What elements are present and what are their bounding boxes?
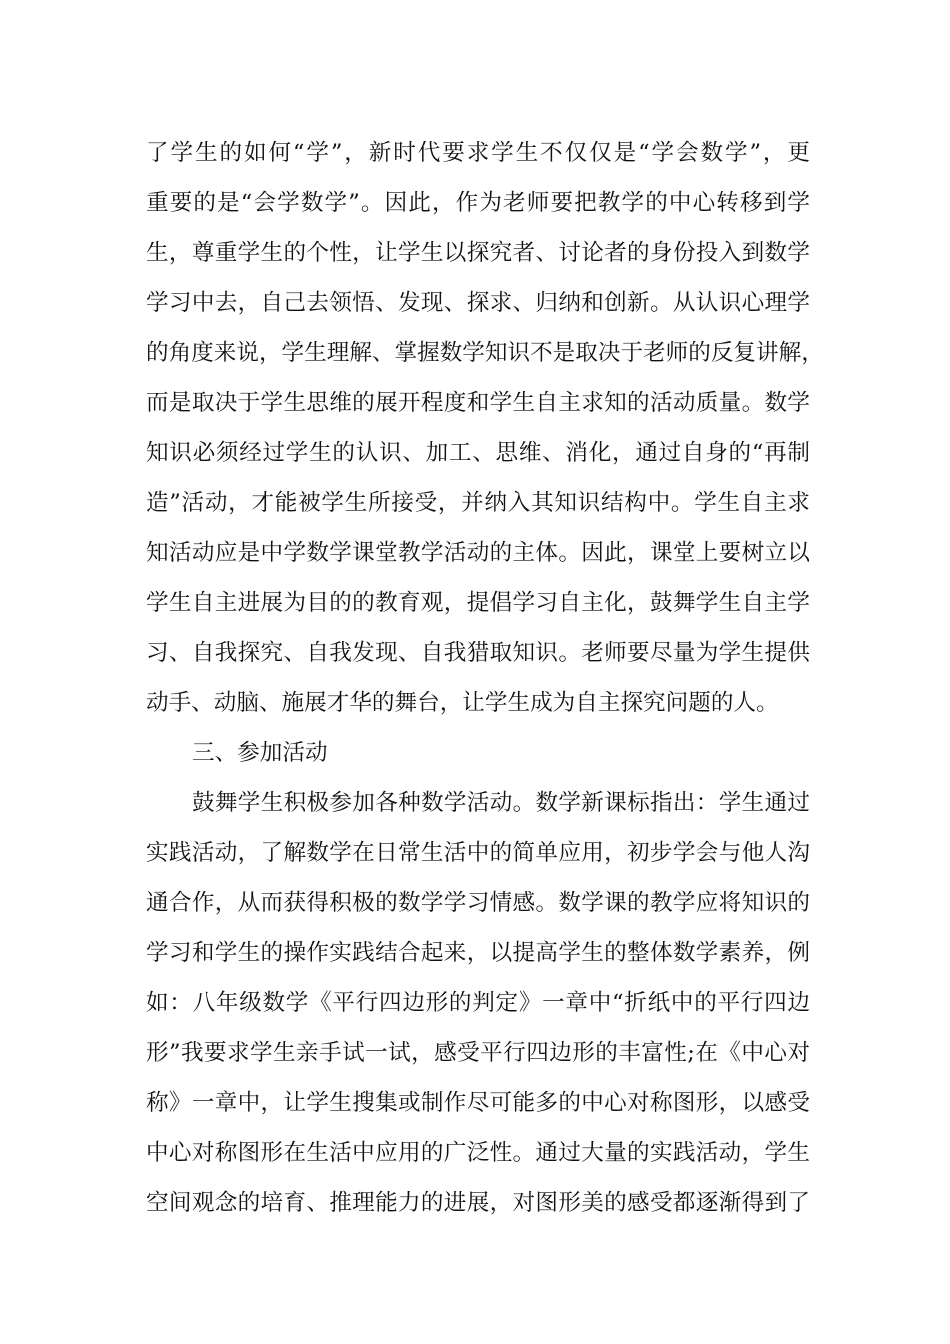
text-line: 鼓舞学生积极参加各种数学活动。数学新课标指出：学生通过 xyxy=(192,790,810,816)
text-line: 重要的是“会学数学”。因此，作为老师要把教学的中心转移到学 xyxy=(146,190,810,216)
text-line: 动手、动脑、施展才华的舞台，让学生成为自主探究问题的人。 xyxy=(146,690,779,716)
text-line: 生，尊重学生的个性，让学生以探究者、讨论者的身份投入到数学 xyxy=(146,240,810,266)
text-line: 造”活动，才能被学生所接受，并纳入其知识结构中。学生自主求 xyxy=(146,490,810,516)
text-line: 中心对称图形在生活中应用的广泛性。通过大量的实践活动，学生 xyxy=(146,1140,810,1166)
text-line: 知活动应是中学数学课堂教学活动的主体。因此，课堂上要树立以 xyxy=(146,540,810,566)
text-line: 通合作，从而获得积极的数学学习情感。数学课的教学应将知识的 xyxy=(146,890,810,916)
text-line: 知识必须经过学生的认识、加工、思维、消化，通过自身的“再制 xyxy=(146,440,810,466)
text-line: 习、自我探究、自我发现、自我猎取知识。老师要尽量为学生提供 xyxy=(146,640,810,666)
text-line: 如：八年级数学《平行四边形的判定》一章中“折纸中的平行四边 xyxy=(146,990,810,1016)
text-line: 形”我要求学生亲手试一试，感受平行四边形的丰富性;在《中心对 xyxy=(146,1040,810,1066)
text-line: 学生自主进展为目的的教育观，提倡学习自主化，鼓舞学生自主学 xyxy=(146,590,810,616)
text-line: 而是取决于学生思维的展开程度和学生自主求知的活动质量。数学 xyxy=(146,390,810,416)
text-line: 学习中去，自己去领悟、发现、探求、归纳和创新。从认识心理学 xyxy=(146,290,810,316)
text-line: 了学生的如何“学”，新时代要求学生不仅仅是“学会数学”，更 xyxy=(146,140,810,166)
text-line: 实践活动，了解数学在日常生活中的简单应用，初步学会与他人沟 xyxy=(146,840,810,866)
text-line: 学习和学生的操作实践结合起来，以提高学生的整体数学素养，例 xyxy=(146,940,810,966)
text-line: 空间观念的培育、推理能力的进展，对图形美的感受都逐渐得到了 xyxy=(146,1190,810,1216)
section-heading: 三、参加活动 xyxy=(192,740,328,766)
text-line: 的角度来说，学生理解、掌握数学知识不是取决于老师的反复讲解， xyxy=(146,340,824,366)
text-line: 称》一章中，让学生搜集或制作尽可能多的中心对称图形，以感受 xyxy=(146,1090,810,1116)
